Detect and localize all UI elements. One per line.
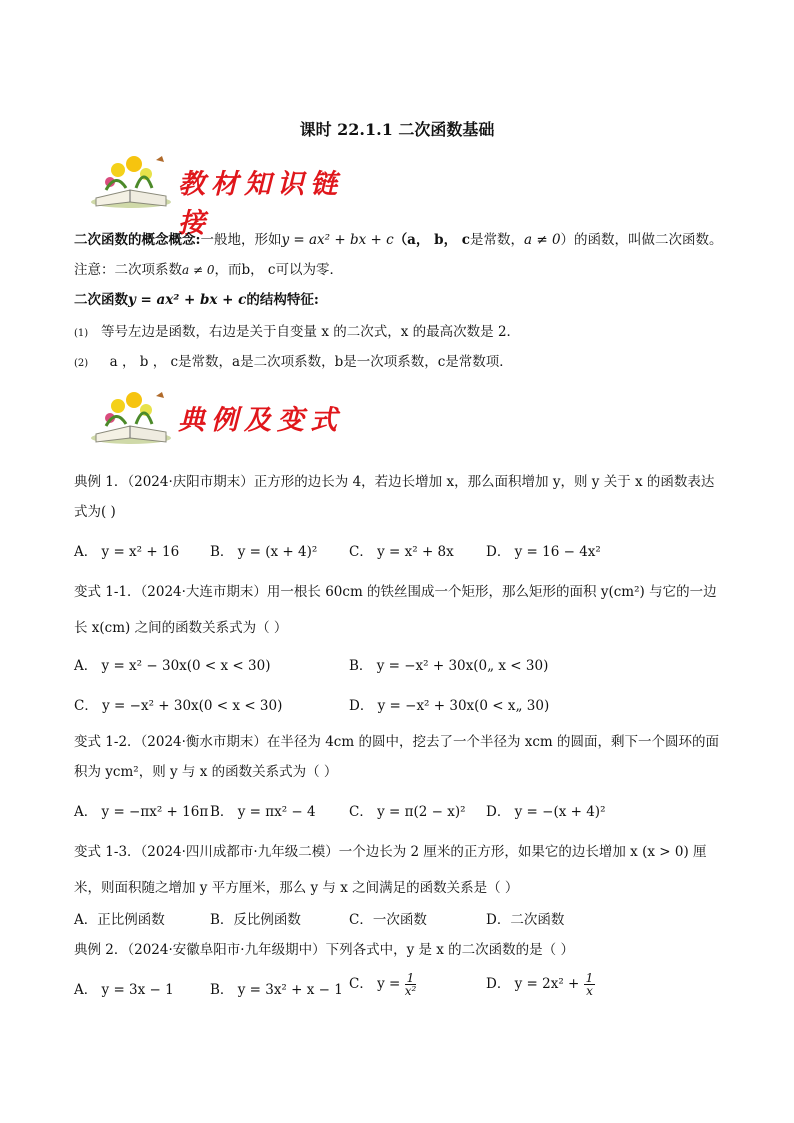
option-b[interactable]: B．反比例函数 [210, 912, 301, 928]
point-item [74, 322, 520, 344]
fraction-numerator: 1 [585, 971, 594, 985]
banner-title: 教材知识链接 [178, 169, 343, 239]
point-number: (1) [74, 328, 89, 339]
structure-formula: y = ax² + bx + c [128, 292, 247, 308]
question-stem: 式为( ) [74, 504, 116, 520]
option-d[interactable]: D．二次函数 [486, 912, 565, 928]
option-b[interactable]: B． y = −x² + 30x(0„ x < 30) [349, 658, 549, 674]
fraction-denominator: x [586, 984, 593, 998]
option-a[interactable]: A．正比例函数 [74, 912, 165, 928]
question-stem: 积为 ycm²，则 y 与 x 的函数关系式为（ ） [74, 764, 338, 780]
note-label: 注意：二次项系数 [74, 262, 182, 278]
note-condition: a ≠ 0 [182, 263, 215, 277]
option-b[interactable]: B． y = (x + 4)² [210, 544, 318, 560]
option-d[interactable]: D． y = 16 − 4x² [486, 544, 601, 560]
option-c[interactable]: C． y = π(2 − x)² [349, 804, 466, 820]
question-stem: 典例 1．（2024·庆阳市期末）正方形的边长为 4，若边长增加 x，那么面积增加 y，则 y 关于 x 的函数表达 [74, 474, 715, 490]
note-line [74, 260, 343, 280]
note-text: ，而b， c可以为零． [214, 262, 343, 278]
page-title: 课时 22.1.1 二次函数基础 [299, 120, 495, 139]
concept-text: 一般地，形如 [200, 232, 282, 248]
section-banner-examples [86, 388, 356, 446]
question-stem: 典例 2．（2024·安徽阜阳市·九年级期中）下列各式中，y 是 x 的二次函数的是（ ） [74, 942, 574, 958]
fraction-numerator: 1 [406, 971, 415, 985]
options-row [74, 540, 724, 560]
concept-label: 二次函数的概念概念: [74, 232, 201, 248]
option-b[interactable]: B． y = πx² − 4 [210, 804, 316, 820]
structure-label-end: 的结构特征: [246, 292, 319, 308]
option-a[interactable]: A． y = x² + 16 [74, 544, 180, 560]
question-stem: 变式 1-3．（2024·四川成都市·九年级二模）一个边长为 2 厘米的正方形，如果它的边长增加 x (x > 0) 厘 [74, 844, 707, 860]
question-stem: 长 x(cm) 之间的函数关系式为（ ） [74, 620, 288, 636]
option-c[interactable]: C．一次函数 [349, 912, 427, 928]
question-stem: 米，则面积随之增加 y 平方厘米，那么 y 与 x 之间满足的函数关系是（ ） [74, 880, 519, 896]
options-row [74, 800, 724, 820]
option-d[interactable]: D． y = −(x + 4)² [486, 804, 606, 820]
option-a[interactable]: A． y = −πx² + 16π [74, 804, 209, 820]
banner-title: 典例及变式 [178, 405, 343, 436]
question-stem: 变式 1-2．（2024·衡水市期末）在半径为 4cm 的圆中，挖去了一个半径为 xcm 的圆面，剩下一个圆环的面 [74, 734, 720, 750]
option-d[interactable] [486, 972, 595, 997]
concept-coeffs: （a， b， c [393, 232, 470, 248]
fraction [584, 972, 596, 997]
question-stem: 变式 1-1．（2024·大连市期末）用一根长 60cm 的铁丝围成一个矩形，那么矩形的面积 y(cm²) 与它的一边 [74, 584, 717, 600]
concept-condition: a ≠ 0 [524, 232, 561, 248]
section-banner-knowledge [86, 152, 356, 239]
option-d-text: D． y = 2x² + [486, 976, 584, 992]
structure-label: 二次函数 [74, 292, 128, 308]
option-c-text: C． y = [349, 976, 405, 992]
structure-line [74, 290, 319, 310]
option-c[interactable] [349, 972, 416, 997]
book-flower-icon [86, 388, 181, 446]
point-item [74, 352, 513, 374]
concept-text-end: ）的函数，叫做二次函数。 [560, 232, 723, 248]
options-row [74, 694, 724, 714]
point-number: (2) [74, 358, 89, 369]
concept-formula: y = ax² + bx + c [281, 232, 394, 248]
option-b[interactable]: B． y = 3x² + x − 1 [210, 982, 343, 998]
point-text: 等号左边是函数，右边是关于自变量 x 的二次式，x 的最高次数是 2． [101, 324, 521, 340]
option-c[interactable]: C． y = x² + 8x [349, 544, 454, 560]
fraction [405, 972, 417, 997]
option-a[interactable]: A． y = x² − 30x(0 < x < 30) [74, 658, 271, 674]
concept-text-const: 是常数， [470, 232, 524, 248]
options-row [74, 654, 724, 674]
fraction-denominator: x² [404, 984, 417, 998]
concept-line [74, 230, 723, 250]
book-flower-icon [86, 152, 181, 210]
option-a[interactable]: A． y = 3x − 1 [74, 982, 174, 998]
point-text: a ， b ， c是常数，a是二次项系数，b是一次项系数，c是常数项． [109, 354, 513, 370]
option-c[interactable]: C． y = −x² + 30x(0 < x < 30) [74, 698, 283, 714]
options-row [74, 908, 724, 928]
options-row [74, 972, 724, 1004]
option-d[interactable]: D． y = −x² + 30x(0 < x„ 30) [349, 698, 550, 714]
